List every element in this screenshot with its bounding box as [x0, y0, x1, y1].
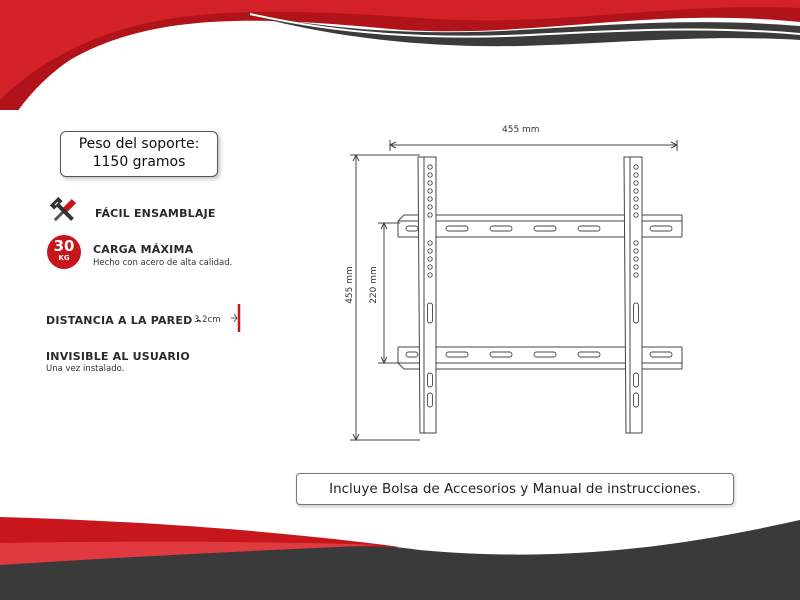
wall-distance-icon — [228, 302, 244, 334]
distance-title: DISTANCIA A LA PARED - — [46, 314, 202, 327]
weight-box — [60, 131, 218, 177]
distance-value: 3.2cm — [194, 315, 221, 325]
inner-height-dimension-label: 220 mm — [369, 266, 379, 304]
invisible-subtitle: Una vez instalado. — [46, 364, 125, 374]
weight-line2: 1150 gramos — [92, 154, 186, 170]
max-load-badge — [47, 235, 81, 269]
width-dimension-label: 455 mm — [502, 125, 540, 135]
assembly-title: FÁCIL ENSAMBLAJE — [95, 207, 216, 220]
load-subtitle: Hecho con acero de alta calidad. — [93, 258, 233, 268]
badge-number: 30 — [53, 237, 75, 255]
top-decoration — [0, 0, 800, 110]
invisible-title: INVISIBLE AL USUARIO — [46, 350, 190, 363]
tools-icon — [46, 195, 82, 227]
bracket-drawing — [340, 115, 690, 445]
load-title: CARGA MÁXIMA — [93, 243, 194, 256]
accessories-note: Incluye Bolsa de Accesorios y Manual de instrucciones. — [296, 473, 734, 505]
bottom-decoration — [0, 505, 800, 600]
badge-unit: KG — [58, 254, 70, 262]
weight-line1: Peso del soporte: — [78, 136, 200, 152]
height-dimension-label: 455 mm — [345, 266, 355, 304]
